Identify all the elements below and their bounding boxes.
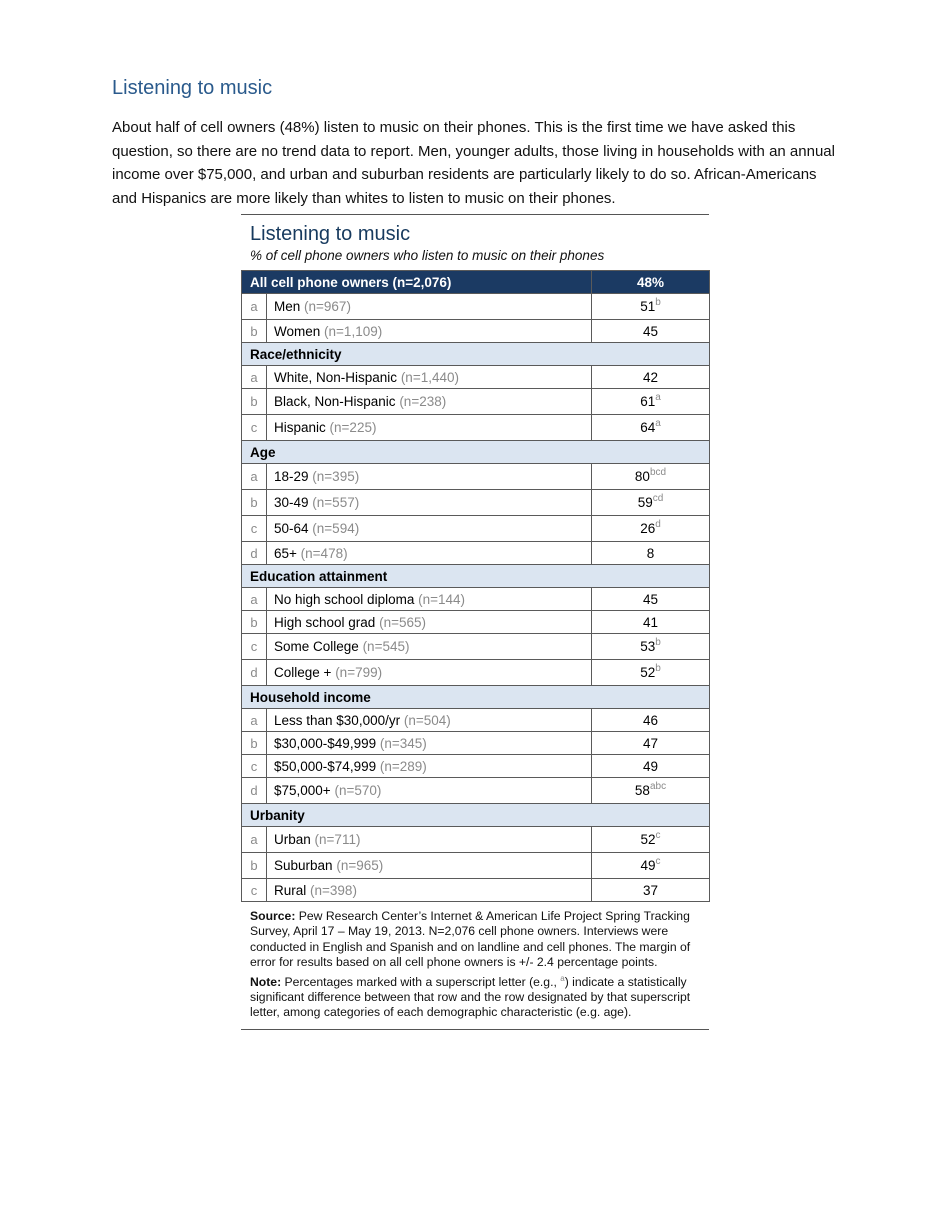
significance-superscript: b	[655, 297, 661, 308]
row-sample-size: (n=570)	[334, 783, 382, 798]
row-label: Men	[274, 299, 301, 314]
table-subtitle: % of cell phone owners who listen to music on their phones	[250, 248, 605, 263]
row-label-cell	[267, 827, 592, 853]
table-row	[242, 853, 710, 879]
row-label-cell	[267, 464, 592, 490]
data-table-card	[241, 214, 709, 1030]
significance-superscript: b	[655, 637, 661, 648]
row-label-cell	[267, 542, 592, 565]
row-value-cell	[592, 366, 710, 389]
row-label-cell	[267, 709, 592, 732]
row-sample-size: (n=345)	[379, 735, 427, 751]
row-sample-size: (n=557)	[312, 495, 360, 510]
category-row	[242, 565, 710, 588]
row-sample-size: (n=565)	[379, 614, 426, 630]
row-label: 65+	[274, 545, 297, 561]
row-letter: b	[242, 389, 267, 415]
row-value: 41	[642, 614, 659, 630]
row-label-cell	[267, 634, 592, 660]
row-value: 49	[642, 758, 659, 774]
row-label-cell	[267, 320, 592, 343]
row-value: 45	[642, 323, 659, 339]
results-table	[241, 270, 710, 902]
row-sample-size: (n=967)	[304, 299, 351, 314]
note-label: Note:	[250, 974, 282, 989]
significance-superscript: d	[655, 519, 661, 530]
row-label-cell	[267, 294, 592, 320]
table-notes	[250, 909, 699, 1021]
row-letter: d	[242, 542, 267, 565]
row-label-cell	[267, 389, 592, 415]
significance-superscript: c	[655, 856, 661, 867]
row-value: 49	[640, 858, 656, 873]
row-letter: b	[242, 732, 267, 755]
row-value-cell	[592, 778, 710, 804]
row-sample-size: (n=478)	[300, 545, 348, 561]
row-value: 8	[646, 545, 655, 561]
category-row	[242, 441, 710, 464]
category-label: Age	[242, 441, 710, 464]
row-value-cell	[592, 879, 710, 902]
row-label: Less than $30,000/yr	[274, 712, 401, 728]
significance-superscript: a	[655, 418, 661, 429]
row-label-cell	[267, 732, 592, 755]
category-label: Household income	[242, 686, 710, 709]
row-sample-size: (n=1,109)	[324, 323, 383, 339]
row-value: 58	[634, 783, 650, 798]
row-letter: a	[242, 709, 267, 732]
row-sample-size: (n=545)	[362, 639, 410, 654]
table-row	[242, 611, 710, 634]
row-value: 64	[640, 420, 656, 435]
total-value: 48%	[592, 271, 710, 294]
row-letter: d	[242, 778, 267, 804]
row-letter: a	[242, 588, 267, 611]
table-row	[242, 634, 710, 660]
row-value: 26	[640, 521, 656, 536]
table-row	[242, 294, 710, 320]
intro-paragraph: About half of cell owners (48%) listen to music on their phones. This is the first time we have asked this question, so there are no trend data to report. Men, younger adults, those living in households with an annual income over $75,000, and urban and suburban residents are particularly likely to do so. African-Americans and Hispanics are more likely than whites to listen to music on their phones.	[112, 119, 835, 207]
row-label: Black, Non-Hispanic	[274, 394, 396, 409]
category-row	[242, 686, 710, 709]
row-value: 37	[642, 882, 659, 898]
row-letter: a	[242, 464, 267, 490]
total-row	[242, 271, 710, 294]
row-letter: a	[242, 366, 267, 389]
row-label: $30,000-$49,999	[274, 735, 377, 751]
row-value-cell	[592, 490, 710, 516]
row-label: High school grad	[274, 614, 376, 630]
table-row	[242, 588, 710, 611]
row-letter: c	[242, 879, 267, 902]
row-label: $75,000+	[274, 783, 331, 798]
note-text-after: ) indicate a statistically significant difference between that row and the row designated by that superscript letter, among categories of each demographic characteristic (e.g. age).	[250, 974, 691, 1020]
row-value-cell	[592, 709, 710, 732]
row-sample-size: (n=711)	[314, 832, 361, 847]
note-text-before: Percentages marked with a superscript letter (e.g.,	[281, 974, 561, 989]
row-label-cell	[267, 660, 592, 686]
row-label: Some College	[274, 639, 359, 654]
row-value: 61	[640, 394, 656, 409]
significance-superscript: bcd	[649, 467, 667, 478]
row-sample-size: (n=225)	[329, 420, 377, 435]
row-value-cell	[592, 611, 710, 634]
row-letter: b	[242, 853, 267, 879]
row-letter: b	[242, 490, 267, 516]
row-value-cell	[592, 542, 710, 565]
row-value-cell	[592, 516, 710, 542]
row-sample-size: (n=398)	[310, 882, 357, 898]
table-row	[242, 755, 710, 778]
row-value-cell	[592, 732, 710, 755]
category-label: Urbanity	[242, 804, 710, 827]
row-letter: c	[242, 755, 267, 778]
table-row	[242, 732, 710, 755]
row-letter: a	[242, 294, 267, 320]
row-value-cell	[592, 294, 710, 320]
significance-superscript: b	[655, 663, 661, 674]
row-label: No high school diploma	[274, 591, 415, 607]
row-label: 30-49	[274, 495, 309, 510]
table-row	[242, 415, 710, 441]
row-value-cell	[592, 755, 710, 778]
row-value-cell	[592, 320, 710, 343]
row-sample-size: (n=144)	[418, 591, 466, 607]
row-value: 42	[642, 369, 659, 385]
row-value-cell	[592, 634, 710, 660]
row-letter: d	[242, 660, 267, 686]
row-letter: c	[242, 415, 267, 441]
row-label-cell	[267, 879, 592, 902]
row-value: 47	[642, 735, 659, 751]
row-value-cell	[592, 827, 710, 853]
table-row	[242, 490, 710, 516]
row-label: Women	[274, 323, 321, 339]
row-label: Urban	[274, 832, 311, 847]
row-letter: c	[242, 634, 267, 660]
significance-superscript: c	[655, 830, 661, 841]
row-value: 59	[637, 495, 653, 510]
row-letter: b	[242, 320, 267, 343]
row-label: Suburban	[274, 858, 333, 873]
section-title: Listening to music	[112, 77, 273, 99]
row-value-cell	[592, 464, 710, 490]
significance-superscript: abc	[649, 781, 667, 792]
significance-superscript: cd	[652, 493, 664, 504]
row-label: 50-64	[274, 521, 309, 536]
row-sample-size: (n=799)	[335, 665, 383, 680]
row-label: $50,000-$74,999	[274, 758, 377, 774]
row-sample-size: (n=504)	[403, 712, 451, 728]
table-row	[242, 320, 710, 343]
table-row	[242, 660, 710, 686]
row-label-cell	[267, 490, 592, 516]
table-row	[242, 827, 710, 853]
row-label: Rural	[274, 882, 307, 898]
category-label: Education attainment	[242, 565, 710, 588]
row-value-cell	[592, 853, 710, 879]
table-row	[242, 542, 710, 565]
table-row	[242, 879, 710, 902]
significance-note	[250, 971, 699, 1021]
table-row	[242, 516, 710, 542]
category-row	[242, 804, 710, 827]
row-letter: a	[242, 827, 267, 853]
row-label: Hispanic	[274, 420, 326, 435]
table-row	[242, 464, 710, 490]
category-row	[242, 343, 710, 366]
row-label-cell	[267, 853, 592, 879]
row-label: College +	[274, 665, 332, 680]
note-example-sup: a	[560, 973, 565, 983]
row-sample-size: (n=238)	[399, 394, 447, 409]
significance-superscript: a	[655, 392, 661, 403]
row-label-cell	[267, 516, 592, 542]
table-title: Listening to music	[250, 223, 411, 245]
row-value: 52	[640, 832, 656, 847]
row-label-cell	[267, 778, 592, 804]
row-sample-size: (n=594)	[312, 521, 360, 536]
table-row	[242, 366, 710, 389]
row-label: White, Non-Hispanic	[274, 369, 398, 385]
category-label: Race/ethnicity	[242, 343, 710, 366]
source-label: Source:	[250, 909, 296, 923]
source-note	[250, 909, 699, 971]
row-value-cell	[592, 389, 710, 415]
row-label-cell	[267, 415, 592, 441]
row-label-cell	[267, 755, 592, 778]
source-text: Pew Research Center’s Internet & American Life Project Spring Tracking Survey, April 17 – May 19, 2013. N=2,076 cell phone owners. Interviews were conducted in English and Spanish and on landline and cell phones. The margin of error for results based on all cell phone owners is +/- 2.4 percentage points.	[250, 909, 691, 970]
row-sample-size: (n=1,440)	[400, 369, 459, 385]
row-value: 46	[642, 712, 659, 728]
row-value-cell	[592, 588, 710, 611]
row-value: 53	[640, 639, 656, 654]
total-label: All cell phone owners (n=2,076)	[242, 271, 592, 294]
row-sample-size: (n=965)	[336, 858, 384, 873]
row-value-cell	[592, 415, 710, 441]
row-label-cell	[267, 366, 592, 389]
table-row	[242, 778, 710, 804]
row-letter: c	[242, 516, 267, 542]
row-label-cell	[267, 611, 592, 634]
table-row	[242, 389, 710, 415]
row-label: 18-29	[274, 469, 309, 484]
row-value: 45	[642, 591, 659, 607]
row-sample-size: (n=395)	[312, 469, 360, 484]
table-row	[242, 709, 710, 732]
row-label-cell	[267, 588, 592, 611]
row-value-cell	[592, 660, 710, 686]
row-value: 51	[640, 299, 656, 314]
row-value: 52	[640, 665, 656, 680]
row-letter: b	[242, 611, 267, 634]
row-sample-size: (n=289)	[379, 758, 427, 774]
row-value: 80	[634, 469, 650, 484]
